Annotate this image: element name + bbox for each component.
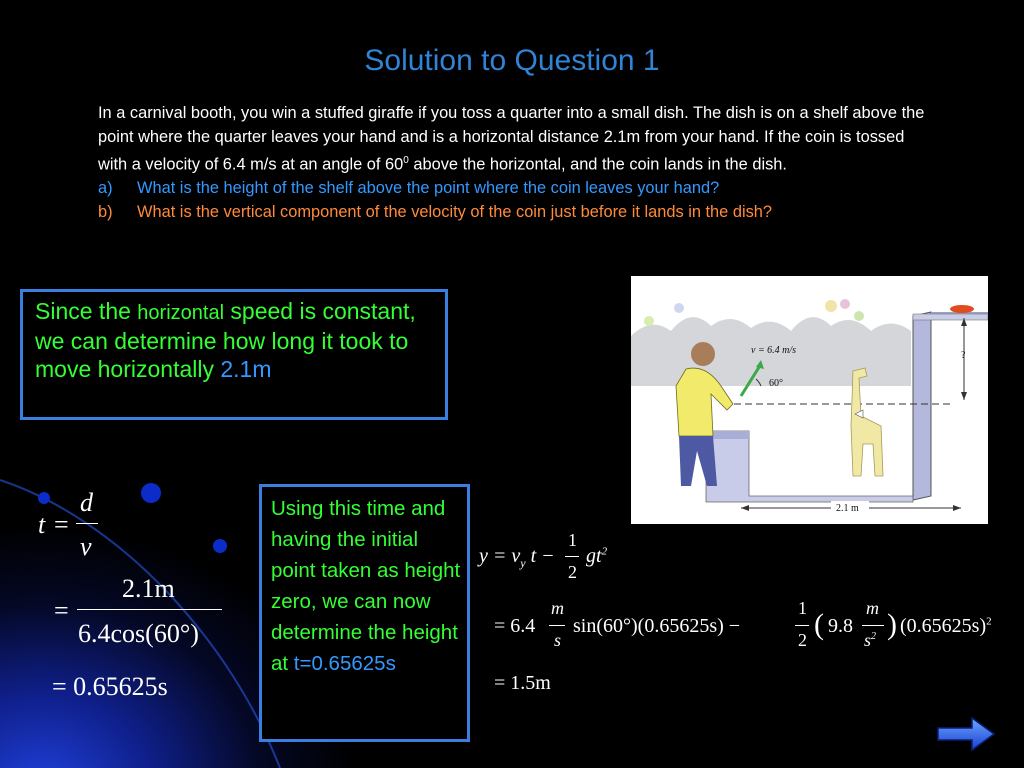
- velocity-label: v = 6.4 m/s: [751, 345, 797, 356]
- carnival-figure: [631, 276, 988, 524]
- problem-intro: In a carnival booth, you win a stuffed giraffe if you toss a quarter into a small dish. The dish is on a shelf above the point where the quarter leaves your hand and is a horizontal distance 2.1m from your hand. If the coin is tossed with a velocity of 6.4 m/s at an angle of $60^0$ above the horizontal, and the coin lands in the dish.: [98, 104, 925, 174]
- problem-statement: [98, 101, 928, 224]
- decor-dot: [141, 483, 161, 503]
- slide-title: Solution to Question 1: [364, 44, 660, 77]
- horizontal-speed-note: Since the horizontal speed is constant, we can determine how long it took to move horizontally 2.1m: [20, 289, 448, 420]
- decor-dot: [38, 492, 50, 504]
- height-label: ?: [961, 350, 966, 361]
- option-b: b) What is the vertical component of the velocity of the coin just before it lands in the dish?: [98, 203, 773, 222]
- angle-label: 60°: [769, 378, 783, 389]
- option-a: a) What is the height of the shelf above the point where the coin leaves your hand?: [98, 179, 720, 198]
- height-method-note: Using this time and having the initial point taken as height zero, we can now determine the height at t=0.65625s: [259, 484, 470, 742]
- distance-label: 2.1 m: [836, 503, 859, 514]
- next-slide-icon[interactable]: [936, 716, 996, 752]
- decor-dot: [213, 539, 227, 553]
